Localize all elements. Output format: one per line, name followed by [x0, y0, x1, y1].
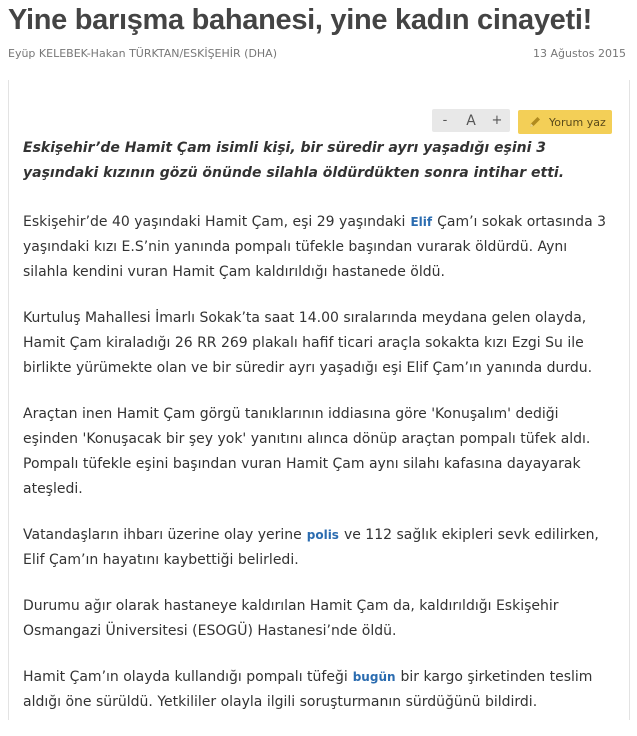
paragraph-text: ve 112 sağlık ekipleri sevk edilirken, Elif Çam’ın hayatını kaybettiği belirledi.	[23, 527, 599, 568]
paragraph-text: Eskişehir’de 40 yaşındaki Hamit Çam, eşi 29 yaşındaki	[23, 214, 406, 230]
write-comment-label: Yorum yaz	[549, 115, 606, 129]
keyword-link-elif[interactable]: Elif	[410, 215, 433, 229]
paragraph-text: Hamit Çam’ın olayda kullandığı pompalı tüfeği	[23, 669, 348, 685]
paragraph-5: Durumu ağır olarak hastaneye kaldırılan Hamit Çam da, kaldırıldığı Eskişehir Osmangazi Üniversitesi (ESOGÜ) Hastanesi’nde öldü.	[23, 598, 559, 639]
publish-date: 13 Ağustos 2015	[533, 47, 626, 60]
article-headline: Yine barışma bahanesi, yine kadın cinayeti!	[8, 4, 592, 36]
author-credit: Eyüp KELEBEK-Hakan TÜRKTAN/ESKİŞEHİR (DHA)	[8, 47, 278, 60]
font-reset-button[interactable]: A	[466, 112, 476, 129]
paragraph-3: Araçtan inen Hamit Çam görgü tanıklarının iddiasına göre 'Konuşalım' dediği eşinden 'Konuşacak bir şey yok' yanıtını alınca dönüp araçtan pompalı tüfek aldı. Pompalı tüfekle eşini başından vuran Hamit Çam aynı silahı kafasına dayayarak ateşledi.	[23, 406, 591, 497]
font-decrease-button[interactable]: -	[442, 113, 448, 128]
font-size-controls	[432, 109, 510, 132]
keyword-link-bugun[interactable]: bugün	[352, 670, 396, 684]
article-lead: Eskişehir’de Hamit Çam isimli kişi, bir süredir ayrı yaşadığı eşini 3 yaşındaki kızının gözü önünde silahla öldürdükten sonra intihar etti.	[23, 140, 565, 181]
paragraph-text: Çam’ı sokak ortasında 3 yaşındaki kızı E.S’nin yanında pompalı tüfekle başından vurarak öldürdü. Aynı silahla kendini vuran Hamit Çam kaldırıldığı hastanede öldü.	[23, 214, 607, 280]
paragraph-text: Vatandaşların ihbarı üzerine olay yerine	[23, 527, 302, 543]
paragraph-4	[23, 523, 613, 573]
keyword-link-polis[interactable]: polis	[306, 528, 339, 542]
pencil-icon	[528, 115, 542, 129]
paragraph-6	[23, 665, 613, 715]
article-body	[23, 136, 613, 736]
font-increase-button[interactable]: +	[491, 113, 503, 128]
paragraph-text: bir kargo şirketinden teslim aldığı öne sürüldü. Yetkililer olayla ilgili soruşturmanın sürdüğünü bildirdi.	[23, 669, 593, 710]
write-comment-button[interactable]	[518, 110, 612, 134]
paragraph-1	[23, 210, 613, 285]
paragraph-2: Kurtuluş Mahallesi İmarlı Sokak’ta saat 14.00 sıralarında meydana gelen olayda, Hamit Çam kiraladığı 26 RR 269 plakalı hafif ticari araçla sokakta kızı Ezgi Su ile birlikte yürümekte olan ve bir süredir ayrı yaşadığı eşi Elif Çam’ın yanında durdu.	[23, 310, 593, 376]
byline	[8, 47, 626, 60]
